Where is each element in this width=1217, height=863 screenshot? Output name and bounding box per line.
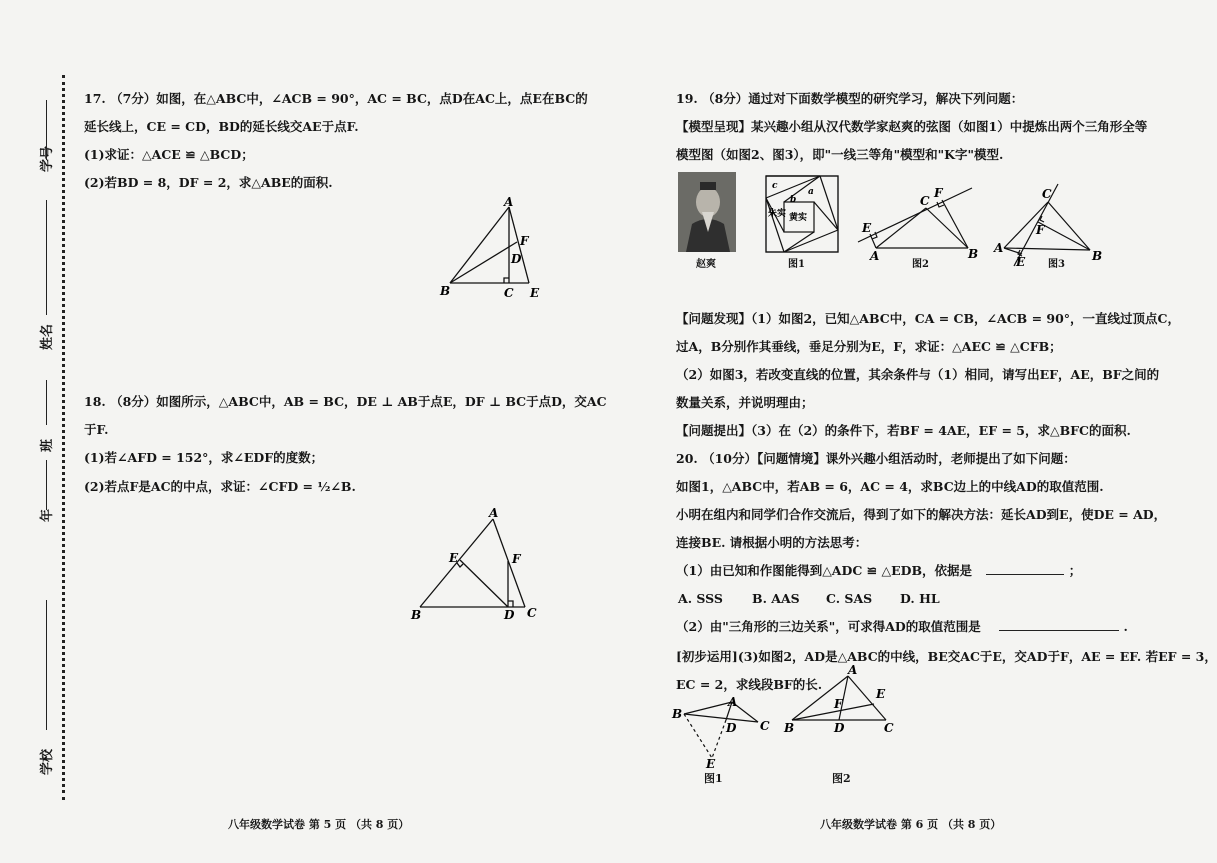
q20-p1-end: ； xyxy=(1068,563,1082,578)
q19-q1-line2: 过A，B分别作其垂线，垂足分别为E，F，求证：△AEC ≌ △CFB； xyxy=(676,339,1062,354)
q18-triangle-figure xyxy=(405,505,545,625)
q20-p2-end: . xyxy=(1123,619,1128,634)
q18-point-b: B xyxy=(411,608,422,622)
fig1-label-zhushi: 朱实 xyxy=(768,209,787,219)
portrait-caption: 赵爽 xyxy=(696,259,716,270)
fig1-label-b: b xyxy=(790,195,797,205)
q18-point-a: A xyxy=(489,506,499,520)
fig3-point-f: F xyxy=(1036,223,1045,237)
q18-part2: (2)若点F是AC的中点，求证：∠CFD = ½∠B. xyxy=(84,479,356,494)
fig1-label-c: c xyxy=(772,181,778,191)
q18-point-d: D xyxy=(504,608,515,622)
q20-line3: 小明在组内和同学们合作交流后，得到了如下的解决方法：延长AD到E，使DE = AD， xyxy=(676,507,1167,522)
q20-fig2-point-c: C xyxy=(884,721,894,735)
q17-part1: (1)求证：△ACE ≌ △BCD； xyxy=(84,147,254,162)
fig1-label-huangshi: 黄实 xyxy=(789,213,808,223)
q20-fig1-diagram xyxy=(670,695,780,771)
q17-line1: 17. （7分）如图，在△ABC中，∠ACB = 90°，AC = BC，点D在AC上，点E在BC的 xyxy=(84,91,588,106)
q20-p2-text: （2）由"三角形的三边关系"，可求得AD的取值范围是 xyxy=(676,619,981,634)
q19-q2-line2: 数量关系，并说明理由； xyxy=(676,395,814,410)
right-page xyxy=(600,0,1217,863)
q19-line3: 模型图（如图2、图3），即"一线三等角"模型和"K字"模型. xyxy=(676,147,1004,162)
q20-p2-answer-blank[interactable] xyxy=(999,618,1119,631)
q20-line2: 如图1，△ABC中，若AB = 6，AC = 4，求BC边上的中线AD的取值范围. xyxy=(676,479,1104,494)
q20-fig2-point-b: B xyxy=(784,721,795,735)
fig2-point-f: F xyxy=(934,186,943,200)
q20-option-d: D. HL xyxy=(900,591,940,606)
class-blank-line xyxy=(46,380,47,425)
left-page xyxy=(0,0,607,863)
fig1-label-a: a xyxy=(808,187,814,197)
q17-line2: 延长线上，CE = CD，BD的延长线交AE于点F. xyxy=(84,119,359,134)
q19-q1-line1: 【问题发现】（1）如图2，已知△ABC中，CA = CB，∠ACB = 90°，一直线过顶点C， xyxy=(676,311,1180,326)
q19-fig2-diagram xyxy=(856,182,979,263)
q20-line4: 连接BE. 请根据小明的方法思考： xyxy=(676,535,868,550)
q17-point-f: F xyxy=(520,234,529,248)
portrait-drawing xyxy=(678,172,736,252)
student-id-blank-line xyxy=(46,100,47,160)
q20-fig2-point-d: D xyxy=(834,721,845,735)
q19-q2-line1: （2）如图3，若改变直线的位置，其余条件与（1）相同，请写出EF，AE，BF之间的 xyxy=(676,367,1160,382)
q20-fig2-point-e: E xyxy=(876,687,886,701)
fig3-point-c: C xyxy=(1042,187,1052,201)
q20-p3-line2: EC = 2，求线段BF的长. xyxy=(676,677,823,692)
q19-fig1-chord-diagram xyxy=(762,172,842,256)
q19-line2: 【模型呈现】某兴趣小组从汉代数学家赵爽的弦图（如图1）中提炼出两个三角形全等 xyxy=(676,119,1148,134)
q20-fig2-point-f: F xyxy=(834,697,843,711)
zhao-shuang-portrait xyxy=(678,172,736,252)
fig2-point-c: C xyxy=(920,194,930,208)
fig2-point-a: A xyxy=(870,249,880,263)
fig3-point-e: E xyxy=(1016,255,1026,269)
grade-blank-line xyxy=(46,460,47,510)
q19-fig2-caption: 图2 xyxy=(912,259,929,270)
q20-fig1-point-e: E xyxy=(706,757,716,771)
margin-label-name: 姓名 xyxy=(40,323,55,350)
q18-point-e: E xyxy=(449,551,459,565)
q20-fig2-caption: 图2 xyxy=(832,772,851,785)
q20-p1-answer-blank[interactable] xyxy=(986,562,1064,575)
margin-label-school: 学校 xyxy=(40,748,55,775)
q20-fig1-caption: 图1 xyxy=(704,772,723,785)
q18-line1: 18. （8分）如图所示，△ABC中，AB = BC，DE ⊥ AB于点E，DF ⊥ BC于点D，交AC xyxy=(84,394,607,409)
q20-fig1-point-b: B xyxy=(672,707,683,721)
binding-dotted-line xyxy=(62,75,65,800)
q20-p1 xyxy=(676,562,1081,580)
margin-label-class: 班 xyxy=(40,438,55,452)
school-blank-line xyxy=(46,600,47,730)
fig2-point-b: B xyxy=(968,247,979,261)
q20-fig2-diagram xyxy=(784,663,902,768)
margin-label-grade: 年 xyxy=(40,508,55,522)
q19-q3: 【问题提出】（3）在（2）的条件下，若BF = 4AE，EF = 5，求△BFC的面积. xyxy=(676,423,1131,438)
q20-p3-line1: [初步运用](3)如图2，AD是△ABC的中线，BE交AC于E，交AD于F，AE = EF. 若EF = 3， xyxy=(676,649,1217,664)
q20-p2 xyxy=(676,618,1128,636)
q19-fig1-caption: 图1 xyxy=(788,259,805,270)
q20-line1: 20. （10分）【问题情境】课外兴趣小组活动时，老师提出了如下问题： xyxy=(676,451,1076,466)
q17-point-d: D xyxy=(511,252,522,266)
q17-point-e: E xyxy=(530,286,540,300)
q17-point-b: B xyxy=(440,284,451,298)
q18-line2: 于F. xyxy=(84,422,109,437)
q18-point-c: C xyxy=(527,606,537,620)
q18-point-f: F xyxy=(512,552,521,566)
q20-option-c: C. SAS xyxy=(826,591,873,606)
q18-part1: (1)若∠AFD = 152°，求∠EDF的度数； xyxy=(84,450,324,465)
q20-fig1-point-d: D xyxy=(726,721,737,735)
fig3-point-a: A xyxy=(994,241,1004,255)
fig3-point-b: B xyxy=(1092,249,1103,263)
q20-option-a: A. SSS xyxy=(678,591,723,606)
left-page-footer: 八年级数学试卷 第 5 页 （共 8 页） xyxy=(228,818,410,831)
q19-fig3-caption: 图3 xyxy=(1048,259,1065,270)
name-blank-line xyxy=(46,200,47,315)
q17-point-a: A xyxy=(504,195,514,209)
q20-fig1-point-a: A xyxy=(728,695,738,709)
margin-label-student-id: 学号 xyxy=(40,145,55,172)
q20-option-b: B. AAS xyxy=(752,591,800,606)
q17-part2: (2)若BD = 8，DF = 2，求△ABE的面积. xyxy=(84,175,333,190)
q17-triangle-figure xyxy=(430,195,550,305)
q20-fig2-point-a: A xyxy=(848,663,858,677)
q20-fig1-point-c: C xyxy=(760,719,770,733)
q19-line1: 19. （8分）通过对下面数学模型的研究学习，解决下列问题： xyxy=(676,91,1024,106)
q20-p1-text: （1）由已知和作图能得到△ADC ≌ △EDB，依据是 xyxy=(676,563,973,578)
q17-point-c: C xyxy=(504,286,514,300)
fig2-point-e: E xyxy=(862,221,872,235)
right-page-footer: 八年级数学试卷 第 6 页 （共 8 页） xyxy=(820,818,1002,831)
